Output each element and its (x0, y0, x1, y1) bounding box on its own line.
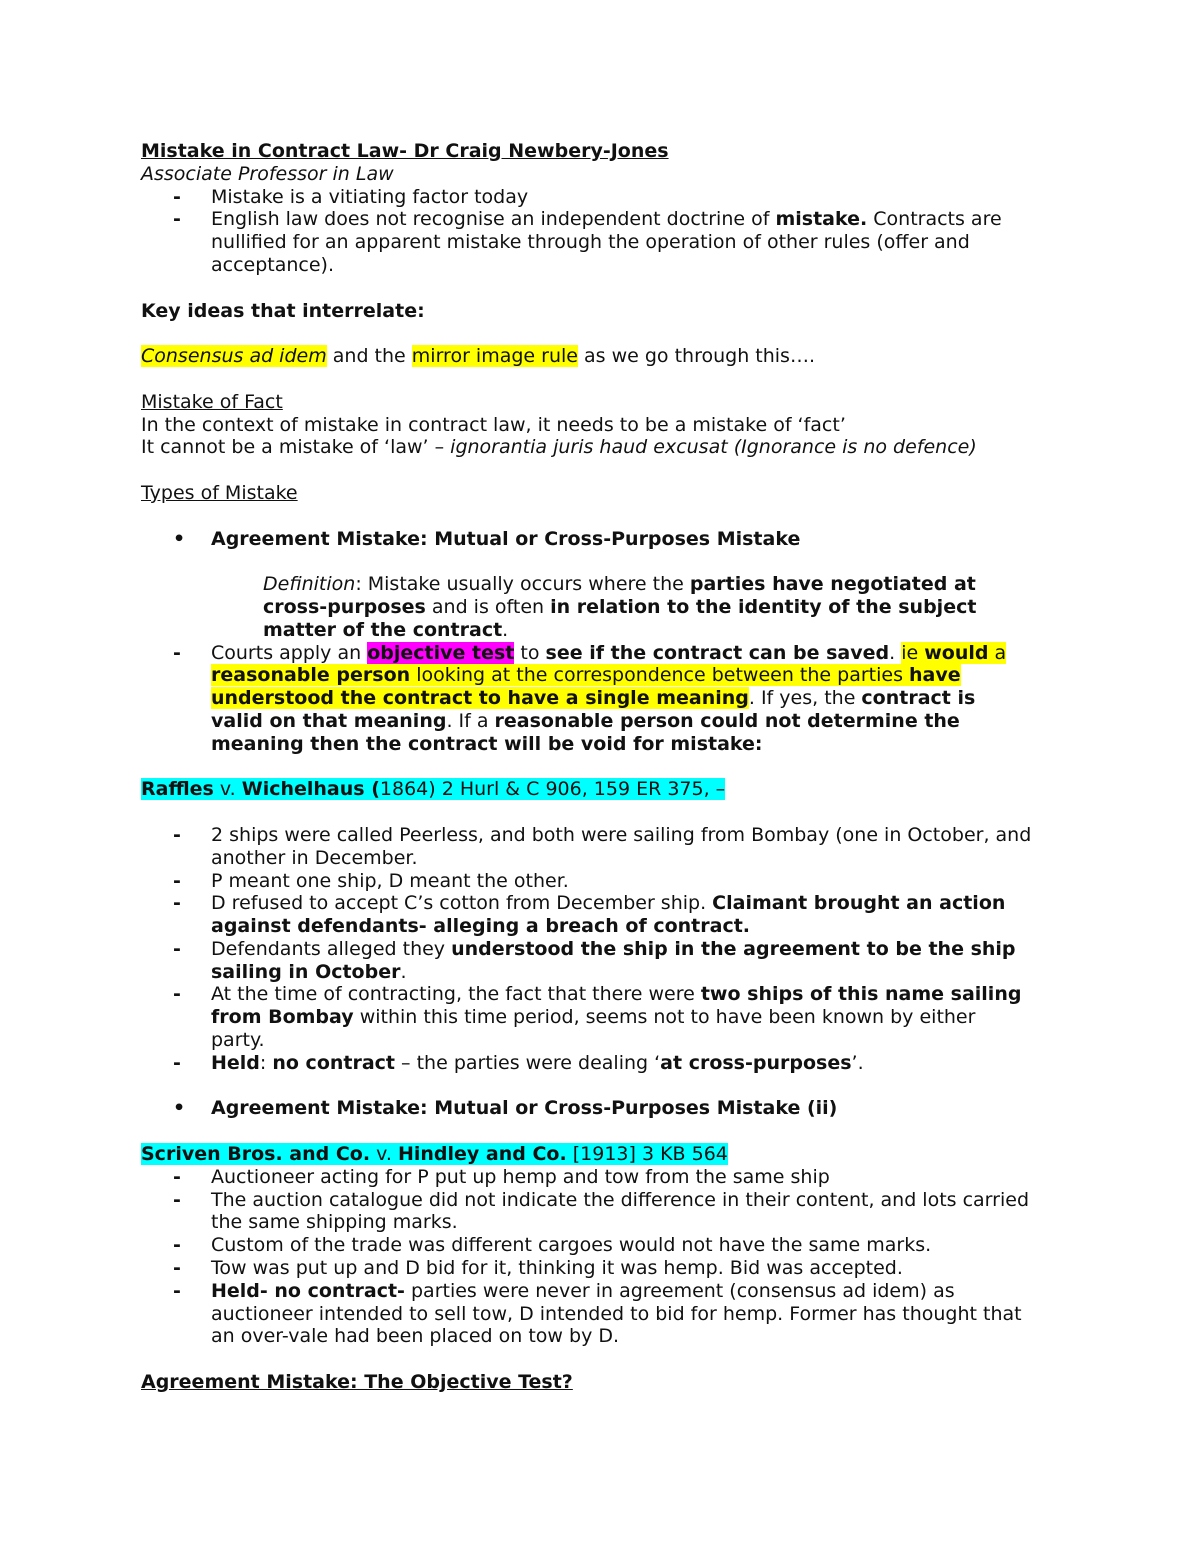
case-point-cont: sailing in October. (211, 960, 407, 983)
document-title: Mistake in Contract Law- Dr Craig Newbery-Jones (141, 140, 669, 162)
mistake-of-fact-line: It cannot be a mistake of ‘law’ – ignorantia juris haud excusat (Ignorance is no defence) (141, 436, 977, 459)
highlight-objective-test: objective test (367, 641, 515, 664)
agreement-mistake-heading: • Agreement Mistake: Mutual or Cross-Purposes Mistake (141, 528, 1071, 551)
document-subtitle: Associate Professor in Law (141, 162, 394, 185)
courts-point: - Courts apply an objective test to see if the contract can be saved. ie would a (141, 642, 1071, 665)
case-point-cont: against defendants- alleging a breach of contract. (211, 915, 751, 938)
case-point: - The auction catalogue did not indicate the difference in their content, and lots carried (141, 1189, 1071, 1212)
mistake-of-fact-line: In the context of mistake in contract law, it needs to be a mistake of ‘fact’ (141, 413, 846, 436)
document-body (141, 140, 1071, 1394)
case-heading-raffles: Raffles v. Wichelhaus (1864) 2 Hurl & C 906, 159 ER 375, – (141, 778, 726, 801)
courts-point-cont: reasonable person looking at the correspondence between the parties have (211, 664, 961, 687)
case-point: - Held- no contract- parties were never in agreement (consensus ad idem) as (141, 1280, 1071, 1303)
courts-point-cont: meaning then the contract will be void for mistake: (211, 732, 763, 755)
highlight-consensus: Consensus ad idem (141, 345, 327, 368)
key-ideas-line: Consensus ad idem and the mirror image rule as we go through this…. (141, 345, 815, 368)
case-point-cont: auctioneer intended to sell tow, D intended to bid for hemp. Former has thought that (211, 1302, 1022, 1325)
definition-line: matter of the contract. (263, 618, 509, 641)
intro-point-cont: acceptance). (211, 253, 335, 276)
objective-test-heading: Agreement Mistake: The Objective Test? (141, 1371, 573, 1394)
case-point-cont: the same shipping marks. (211, 1211, 458, 1234)
intro-point-cont: nullified for an apparent mistake through the operation of other rules (offer and (211, 231, 970, 254)
case-point: - At the time of contracting, the fact that there were two ships of this name sailing (141, 983, 1071, 1006)
case-point: - 2 ships were called Peerless, and both were sailing from Bombay (one in October, and (141, 824, 1071, 847)
definition-line: Definition: Mistake usually occurs where the parties have negotiated at (263, 573, 976, 596)
key-ideas-heading: Key ideas that interrelate: (141, 299, 425, 322)
case-point-cont: from Bombay within this time period, seems not to have been known by either (211, 1006, 976, 1029)
intro-point: - English law does not recognise an independent doctrine of mistake. Contracts are (141, 208, 1071, 231)
case-point: - Custom of the trade was different cargoes would not have the same marks. (141, 1234, 1071, 1257)
case-point: - Held: no contract – the parties were dealing ‘at cross-purposes’. (141, 1052, 1071, 1075)
case-point: - Tow was put up and D bid for it, thinking it was hemp. Bid was accepted. (141, 1257, 1071, 1280)
case-point-cont: an over-vale had been placed on tow by D. (211, 1325, 620, 1348)
mistake-of-fact-heading: Mistake of Fact (141, 390, 283, 413)
courts-point-cont: valid on that meaning. If a reasonable person could not determine the (211, 709, 960, 732)
case-heading-scriven: Scriven Bros. and Co. v. Hindley and Co. [1913] 3 KB 564 (141, 1143, 728, 1166)
agreement-mistake-heading-ii: • Agreement Mistake: Mutual or Cross-Purposes Mistake (ii) (141, 1097, 1071, 1120)
case-point: - D refused to accept C’s cotton from December ship. Claimant brought an action (141, 892, 1071, 915)
case-point-cont: another in December. (211, 846, 418, 869)
definition-line: cross-purposes and is often in relation to the identity of the subject (263, 595, 977, 618)
case-point: - P meant one ship, D meant the other. (141, 870, 1071, 893)
intro-point: - Mistake is a vitiating factor today (141, 186, 1071, 209)
highlight-mirror-image: mirror image rule (411, 345, 578, 368)
case-point-cont: party. (211, 1029, 265, 1052)
courts-point-cont: understood the contract to have a single meaning. If yes, the contract is (211, 687, 976, 710)
types-heading: Types of Mistake (141, 481, 298, 504)
case-point: - Defendants alleged they understood the ship in the agreement to be the ship (141, 938, 1071, 961)
case-point: - Auctioneer acting for P put up hemp and tow from the same ship (141, 1166, 1071, 1189)
